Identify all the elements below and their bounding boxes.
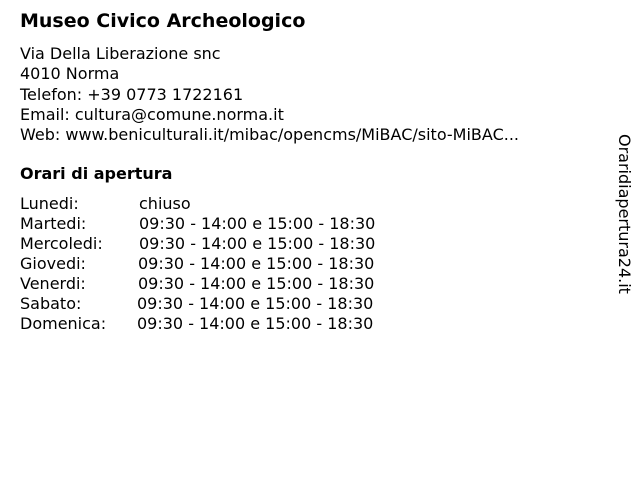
- day-label: Lunedi:: [20, 194, 79, 213]
- day-label: Sabato:: [20, 294, 82, 313]
- time-value: 09:30 - 14:00 e 15:00 - 18:30: [138, 254, 375, 273]
- time-value: 09:30 - 14:00 e 15:00 - 18:30: [139, 214, 376, 233]
- site-watermark: Oraridiapertura24.it: [615, 134, 634, 294]
- web-line: Web: www.beniculturali.it/mibac/opencms/MiBAC/sito-MiBAC...: [20, 125, 519, 145]
- time-value: 09:30 - 14:00 e 15:00 - 18:30: [137, 314, 374, 333]
- phone-line: Telefon: +39 0773 1722161: [20, 84, 244, 104]
- time-value: 09:30 - 14:00 e 15:00 - 18:30: [139, 234, 376, 253]
- address-block: [20, 44, 519, 145]
- day-label: Martedi:: [20, 214, 87, 233]
- time-value: chiuso: [139, 194, 191, 213]
- page-title: Museo Civico Archeologico: [20, 10, 306, 32]
- city-line: 4010 Norma: [20, 64, 120, 84]
- day-label: Venerdi:: [20, 274, 86, 293]
- day-label: Giovedi:: [20, 254, 86, 273]
- street-address: Via Della Liberazione snc: [20, 44, 221, 63]
- email-line: Email: cultura@comune.norma.it: [20, 104, 284, 124]
- hours-heading: Orari di apertura: [20, 164, 173, 183]
- day-label: Mercoledi:: [20, 234, 103, 253]
- time-value: 09:30 - 14:00 e 15:00 - 18:30: [137, 294, 374, 313]
- day-label: Domenica:: [20, 314, 107, 333]
- time-value: 09:30 - 14:00 e 15:00 - 18:30: [138, 274, 375, 293]
